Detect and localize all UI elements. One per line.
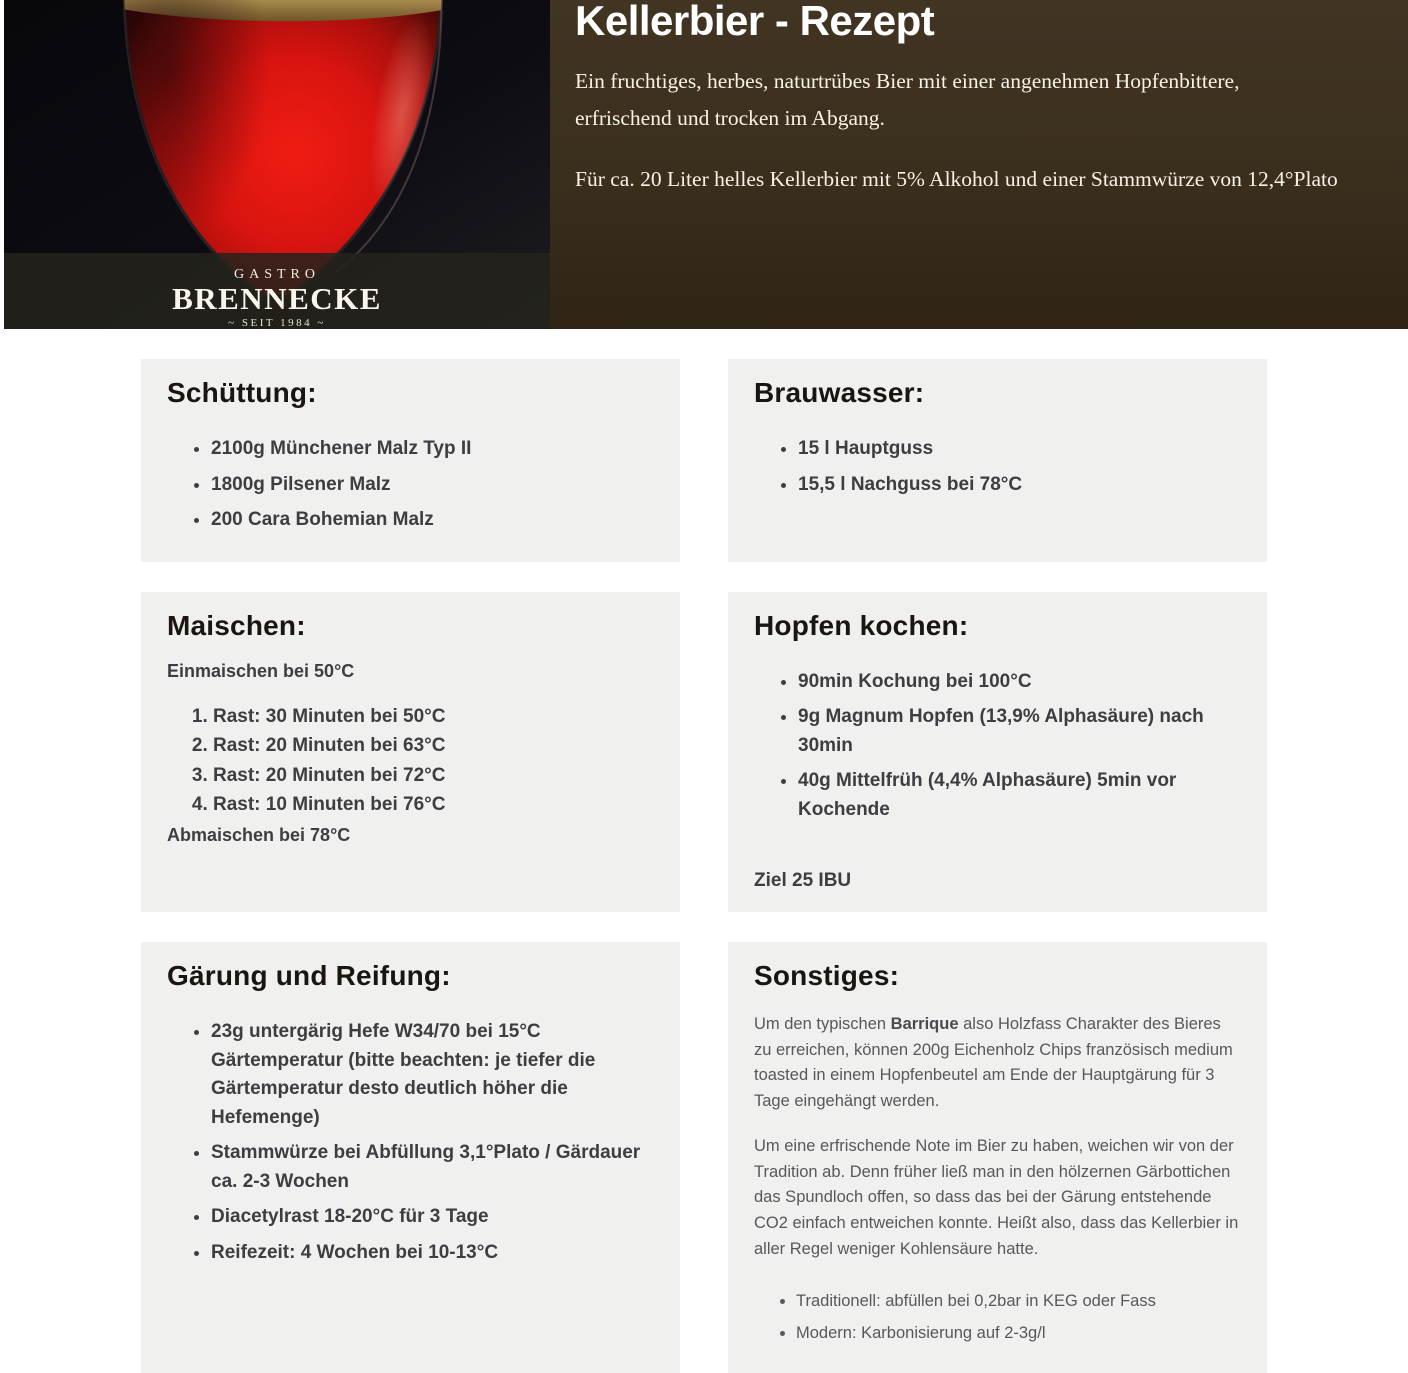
list-item: • 2100g Münchener Malz Typ II	[211, 435, 654, 464]
section-sonstiges	[728, 942, 1267, 1373]
section-title-hopfen: Hopfen kochen:	[754, 609, 969, 641]
sonstiges-list	[754, 1288, 1241, 1347]
list-item: 4. Rast: 10 Minuten bei 76°C	[213, 791, 654, 820]
beer-glass-photo	[4, 0, 550, 329]
schuettung-list	[167, 435, 654, 535]
list-item: • Reifezeit: 4 Wochen bei 10-13°C	[211, 1239, 654, 1268]
section-title-sonstiges: Sonstiges:	[754, 960, 900, 991]
list-item: • Diacetylrast 18-20°C für 3 Tage	[211, 1203, 654, 1232]
section-title-maischen: Maischen:	[167, 609, 306, 641]
list-item: • Stammwürze bei Abfüllung 3,1°Plato / Gärdauer ca. 2-3 Wochen	[211, 1139, 654, 1196]
brauwasser-list	[754, 435, 1241, 499]
list-item: 3. Rast: 20 Minuten bei 72°C	[213, 762, 654, 791]
list-item: • 90min Kochung bei 100°C	[798, 668, 1241, 697]
list-item: • 15 l Hauptguss	[798, 435, 1241, 464]
text-segment: also Holzfass Charakter des Bieres zu erreichen, können 200g Eichenholz Chips französisch medium toasted in einem Hopfenbeutel am Ende der Hauptgärung für 3 Tage eingehängt werden.	[754, 1015, 1233, 1110]
hero-banner	[0, 0, 1408, 329]
hopfen-list	[754, 668, 1241, 825]
maischen-outro: Abmaischen bei 78°C	[167, 824, 351, 845]
list-item: • 40g Mittelfrüh (4,4% Alphasäure) 5min vor Kochende	[798, 767, 1241, 824]
section-gaerung-reifung	[141, 942, 680, 1373]
section-maischen	[141, 592, 680, 913]
ibu-target: Ziel 25 IBU	[754, 870, 852, 891]
hero-intro-text: Ein fruchtiges, herbes, naturtrübes Bier mit einer angenehmen Hopfenbittere, erfrischend und trocken im Abgang.	[575, 68, 1240, 130]
barrique-highlight: Barrique	[890, 1015, 959, 1033]
section-hopfen-kochen	[728, 592, 1267, 913]
section-brauwasser	[728, 359, 1267, 562]
sonstiges-paragraph-2: Um eine erfrischende Note im Bier zu haben, weichen wir von der Tradition ab. Denn früher ließ man in den hölzernen Gärbottichen das Spundloch offen, so dass das bei der Gärung entstehende CO2 einfach entweichen konnte. Heißt also, dass das Kellerbier in aller Regel weniger Kohlensäure hatte.	[754, 1137, 1239, 1258]
list-item: • 15,5 l Nachguss bei 78°C	[798, 471, 1241, 500]
section-schuettung	[141, 359, 680, 562]
beer-glass-illustration	[4, 0, 550, 329]
hero-details-text: Für ca. 20 Liter helles Kellerbier mit 5% Alkohol und einer Stammwürze von 12,4°Plato	[575, 166, 1338, 191]
maischen-intro: Einmaischen bei 50°C	[167, 660, 355, 681]
section-title-brauwasser: Brauwasser:	[754, 377, 925, 408]
list-item: • 1800g Pilsener Malz	[211, 471, 654, 500]
list-item: • Traditionell: abfüllen bei 0,2bar in KEG oder Fass	[796, 1288, 1241, 1315]
list-item: • 23g untergärig Hefe W34/70 bei 15°C Gärtemperatur (bitte beachten: je tiefer die Gärtemperatur desto deutlich höher die Hefemenge)	[211, 1018, 654, 1132]
list-item: • Modern: Karbonisierung auf 2-3g/l	[796, 1320, 1241, 1347]
hero-text-panel	[550, 0, 1408, 329]
section-title-gaerung: Gärung und Reifung:	[167, 960, 451, 991]
logo-since-text: ~ SEIT 1984 ~	[228, 317, 326, 329]
recipe-grid	[141, 359, 1267, 1373]
logo-brennecke-text: BRENNECKE	[172, 281, 382, 316]
text-segment: Um den typischen	[754, 1015, 891, 1033]
logo-gastro-text: GASTRO	[233, 267, 321, 282]
list-item: • 200 Cara Bohemian Malz	[211, 506, 654, 535]
maischen-steps	[167, 703, 654, 820]
list-item: 2. Rast: 20 Minuten bei 63°C	[213, 732, 654, 761]
section-title-schuettung: Schüttung:	[167, 377, 317, 408]
page-title: Kellerbier - Rezept	[575, 0, 935, 44]
list-item: • 9g Magnum Hopfen (13,9% Alphasäure) nach 30min	[798, 703, 1241, 760]
gaerung-list	[167, 1018, 654, 1267]
list-item: 1. Rast: 30 Minuten bei 50°C	[213, 703, 654, 732]
sonstiges-paragraph-1	[754, 1012, 1241, 1114]
